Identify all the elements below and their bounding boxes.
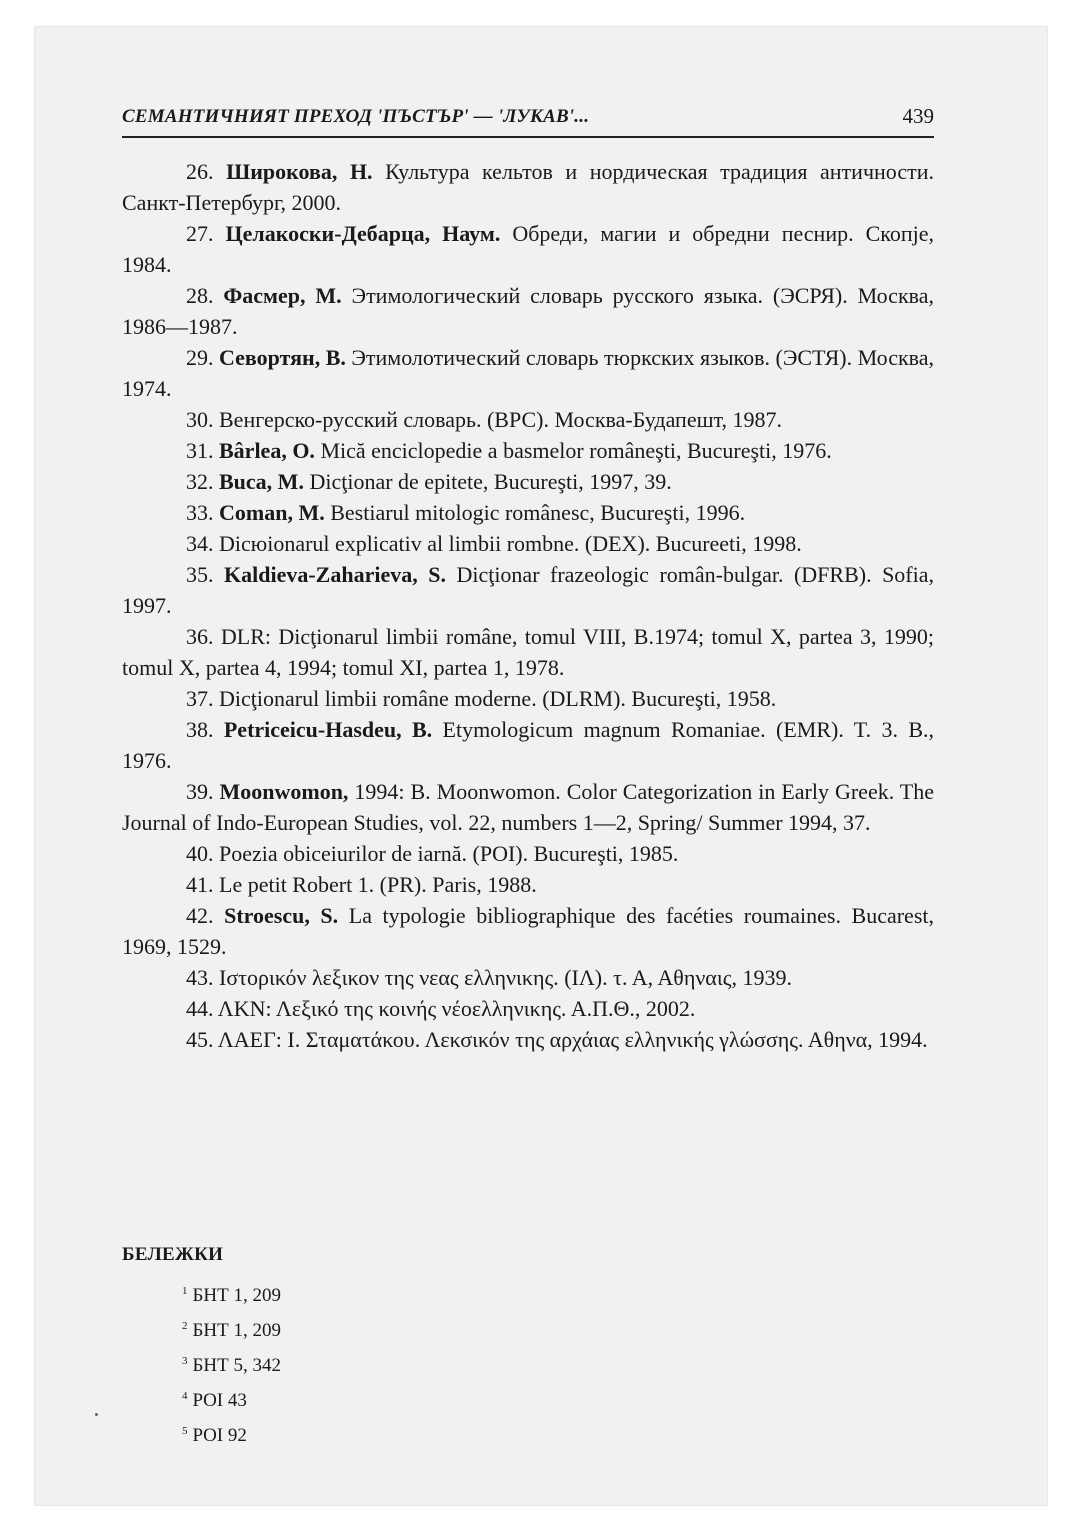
reference-item: 28. Фасмер, М. Этимологический словарь русского языка. (ЭСРЯ). Москва, 1986—1987.: [122, 283, 934, 339]
reference-item: 41. Le petit Robert 1. (PR). Paris, 1988.: [186, 872, 537, 897]
reference-item: 37. Dicţionarul limbii române moderne. (DLRM). Bucureşti, 1958.: [186, 686, 777, 711]
note-item: $^1$ БНТ 1, 209: [182, 1285, 281, 1306]
reference-item: 39. Moonwomon, 1994: B. Moonwomon. Color Categorization in Early Greek. The Journal of Indo-European Studies, vol. 22, numbers 1—2, Spring/ Summer 1994, 37.: [122, 779, 934, 835]
reference-item: 32. Buca, M. Dicţionar de epitete, Bucureşti, 1997, 39.: [186, 469, 672, 494]
reference-item: 42. Stroescu, S. La typologie bibliographique des facéties roumaines. Bucarest, 1969, 1529.: [122, 903, 934, 959]
reference-item: 29. Севортян, В. Этимолотический словарь тюркских языков. (ЭСТЯ). Москва, 1974.: [122, 345, 935, 401]
notes-list: [182, 1276, 281, 1451]
note-item: $^5$ POI 92: [182, 1425, 247, 1446]
running-title: СЕМАНТИЧНИЯТ ПРЕХОД 'ПЪСТЪР' — 'ЛУКАВ'...: [122, 106, 590, 127]
reference-item: 34. Dicюionarul explicativ al limbii rombne. (DEX). Bucureeti, 1998.: [186, 531, 802, 556]
note-item: $^4$ POI 43: [182, 1390, 247, 1411]
note-item: $^2$ БНТ 1, 209: [182, 1320, 281, 1341]
reference-item: 43. Ιστορικόν λεξικον της νεας ελληνικης. (ΙΛ). τ. Α, Αθηναις, 1939.: [186, 965, 792, 990]
reference-item: 30. Венгерско-русский словарь. (ВРС). Москва-Будапешт, 1987.: [186, 407, 782, 432]
page-number: 439: [902, 104, 934, 128]
reference-item: 44. ΛΚΝ: Λεξικό της κοινής νέοελληνικης. Α.Π.Θ., 2002.: [186, 996, 696, 1021]
note-item: $^3$ БНТ 5, 342: [182, 1355, 281, 1376]
bibliography-list: [122, 156, 934, 1055]
scan-speck: [95, 1413, 98, 1416]
notes-heading: БЕЛЕЖКИ: [122, 1244, 224, 1265]
reference-item: 31. Bârlea, O. Mică enciclopedie a basmelor româneşti, Bucureşti, 1976.: [186, 438, 832, 463]
reference-item: 36. DLR: Dicţionarul limbii române, tomul VIII, B.1974; tomul X, partea 3, 1990; tomul X, partea 4, 1994; tomul XI, partea 1, 1978.: [122, 624, 934, 680]
reference-item: 38. Petriceicu-Hasdeu, B. Etymologicum magnum Romaniae. (EMR). T. 3. B., 1976.: [122, 717, 934, 773]
page-header: [122, 100, 934, 138]
reference-item: 33. Coman, M. Bestiarul mitologic românesc, Bucureşti, 1996.: [186, 500, 746, 525]
reference-item: 45. ΛΑΕΓ: Ι. Σταματάκου. Λεκσικόν της αρχάιας ελληνικής γλώσσης. Αθηνα, 1994.: [186, 1027, 928, 1052]
reference-item: 26. Широкова, Н. Культура кельтов и нордическая традиция античности. Санкт-Петербург, 2000.: [122, 159, 934, 215]
reference-item: 27. Целакоски-Дебарца, Наум. Обреди, магии и обредни песнир. Скопје, 1984.: [122, 221, 934, 277]
reference-item: 35. Kaldieva-Zaharieva, S. Dicţionar frazeologic român-bulgar. (DFRB). Sofia, 1997.: [122, 562, 935, 618]
reference-item: 40. Poezia obiceiurilor de iarnă. (POI). Bucureşti, 1985.: [186, 841, 679, 866]
